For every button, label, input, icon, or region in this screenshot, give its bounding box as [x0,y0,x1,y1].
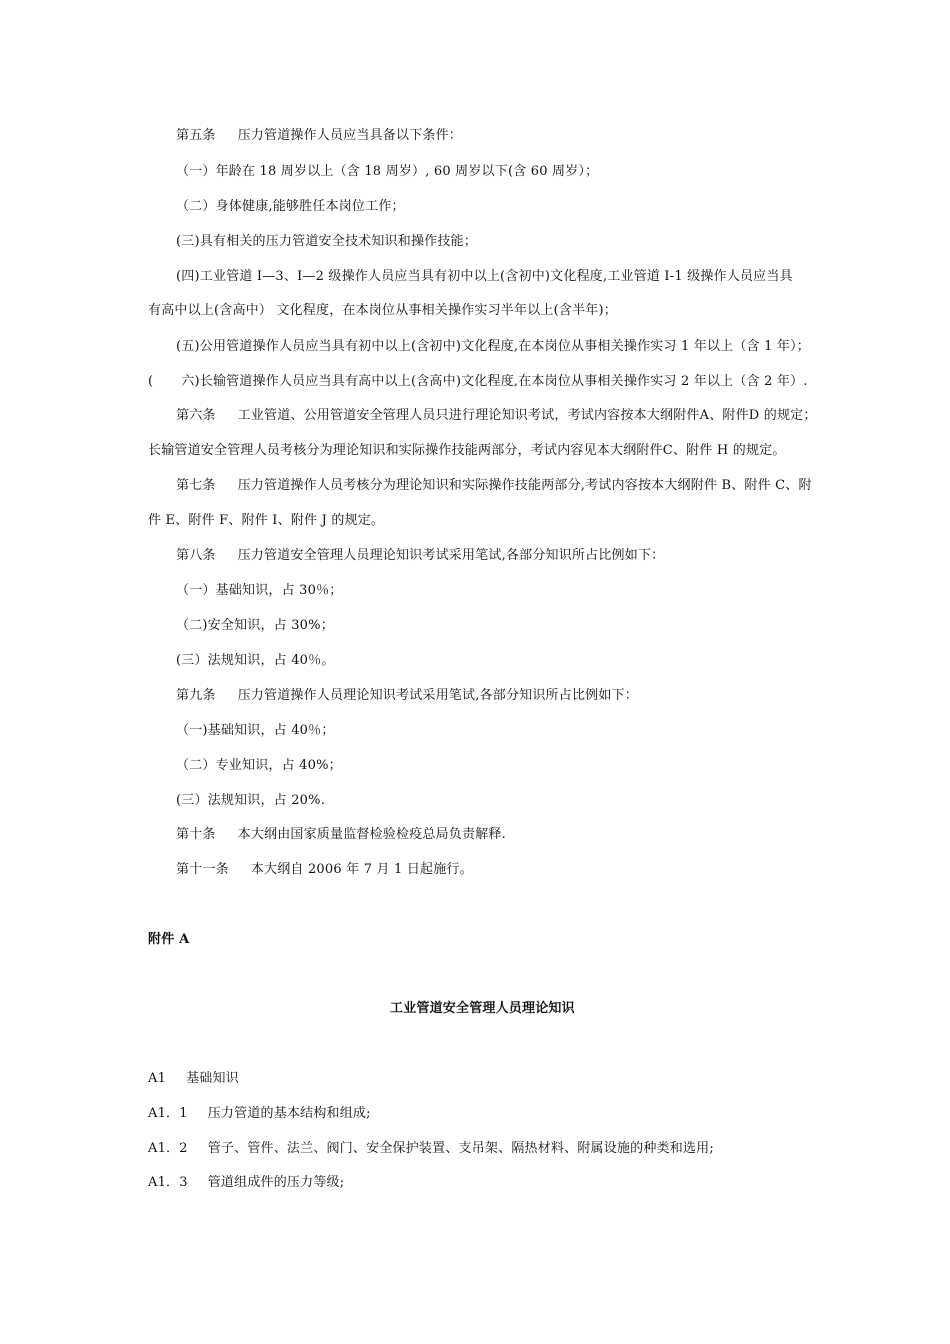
article-9-line [176,687,638,705]
article-5-line [176,127,462,145]
article-text: 本大纲自 2006 年 7 月 1 日起施行。 [250,862,473,877]
article-label: 第十条 [176,827,216,842]
paragraph-line: (三）法规知识，占 20%. [176,793,326,808]
article-label: 第五条 [176,128,216,143]
paragraph-line: （一）基础知识，占 30％； [176,583,343,598]
item-number: A1．1 [148,1106,188,1121]
article-text: 压力管道操作人员理论知识考试采用笔试,各部分知识所占比例如下： [237,688,638,703]
article-label: 第六条 [176,408,216,423]
annex-title: 工业管道安全管理人员理论知识 [390,1001,575,1016]
paragraph-line: （一）年龄在 18 周岁以上（含 18 周岁）, 60 周岁以下(含 60 周岁）； [176,164,599,179]
article-7-line [176,477,812,495]
paragraph-line: （二)安全知识，占 30%； [176,618,334,633]
paragraph-line: (三)具有相关的压力管道安全技术知识和操作技能； [176,234,477,249]
paragraph-line: 有高中以上(含高中） 文化程度，在本岗位从事相关操作实习半年以上(含半年)； [148,303,617,318]
article-label: 第八条 [176,548,216,563]
paragraph-line: (五)公用管道操作人员应当具有初中以上(含初中)文化程度,在本岗位从事相关操作实习 1 年以上（含 1 年）； [176,339,810,354]
item-text: 管子、管件、法兰、阀门、安全保护装置、支吊架、隔热材料、附属设施的种类和选用; [207,1141,714,1156]
article-10-line [176,826,506,844]
item-number: A1．3 [148,1175,188,1190]
item-number: A1 [148,1071,167,1086]
paragraph-line: （一)基础知识，占 40％； [176,723,335,738]
annex-item [148,1105,371,1123]
paragraph-line: （二）身体健康,能够胜任本岗位工作； [176,199,405,214]
paren-mark: ( [148,374,154,389]
paragraph-line: (四)工业管道 I—3、I—2 级操作人员应当具有初中以上(含初中)文化程度,工业管道 I-1 级操作人员应当具 [176,269,793,284]
item-number: A1．2 [148,1141,188,1156]
paragraph-line: 件 E、附件 F、附件 I、附件 J 的规定。 [148,513,385,528]
article-11-line [176,861,473,879]
paragraph-text: 六)长输管道操作人员应当具有高中以上(含高中)文化程度,在本岗位从事相关操作实习 2 年以上（含 2 年）. [181,374,808,389]
item-text: 管道组成件的压力等级; [207,1175,345,1190]
paragraph-line: 长输管道安全管理人员考核分为理论知识和实际操作技能两部分，考试内容见本大纲附件C、附件 H 的规定。 [148,443,786,458]
article-label: 第七条 [176,478,216,493]
article-text: 本大纲由国家质量监督检验检疫总局负责解释. [237,827,506,842]
article-6-line [176,407,817,425]
paragraph-line [148,373,808,391]
article-text: 压力管道操作人员考核分为理论知识和实际操作技能两部分,考试内容按本大纲附件 B、附件 C、附 [237,478,812,493]
article-label: 第十一条 [176,862,229,877]
paragraph-line: （二）专业知识，占 40%； [176,758,342,773]
annex-item [148,1140,714,1158]
paragraph-line: (三）法规知识，占 40％。 [176,653,335,668]
article-text: 压力管道操作人员应当具备以下条件： [237,128,463,143]
article-label: 第九条 [176,688,216,703]
article-text: 压力管道安全管理人员理论知识考试采用笔试,各部分知识所占比例如下： [237,548,665,563]
item-text: 压力管道的基本结构和组成; [207,1106,371,1121]
article-text: 工业管道、公用管道安全管理人员只进行理论知识考试，考试内容按本大纲附件A、附件D 的规定； [237,408,817,423]
annex-label: 附件 A [148,932,190,947]
annex-item [148,1174,344,1192]
item-text: 基础知识 [186,1071,239,1086]
article-8-line [176,547,664,565]
annex-item [148,1070,239,1088]
